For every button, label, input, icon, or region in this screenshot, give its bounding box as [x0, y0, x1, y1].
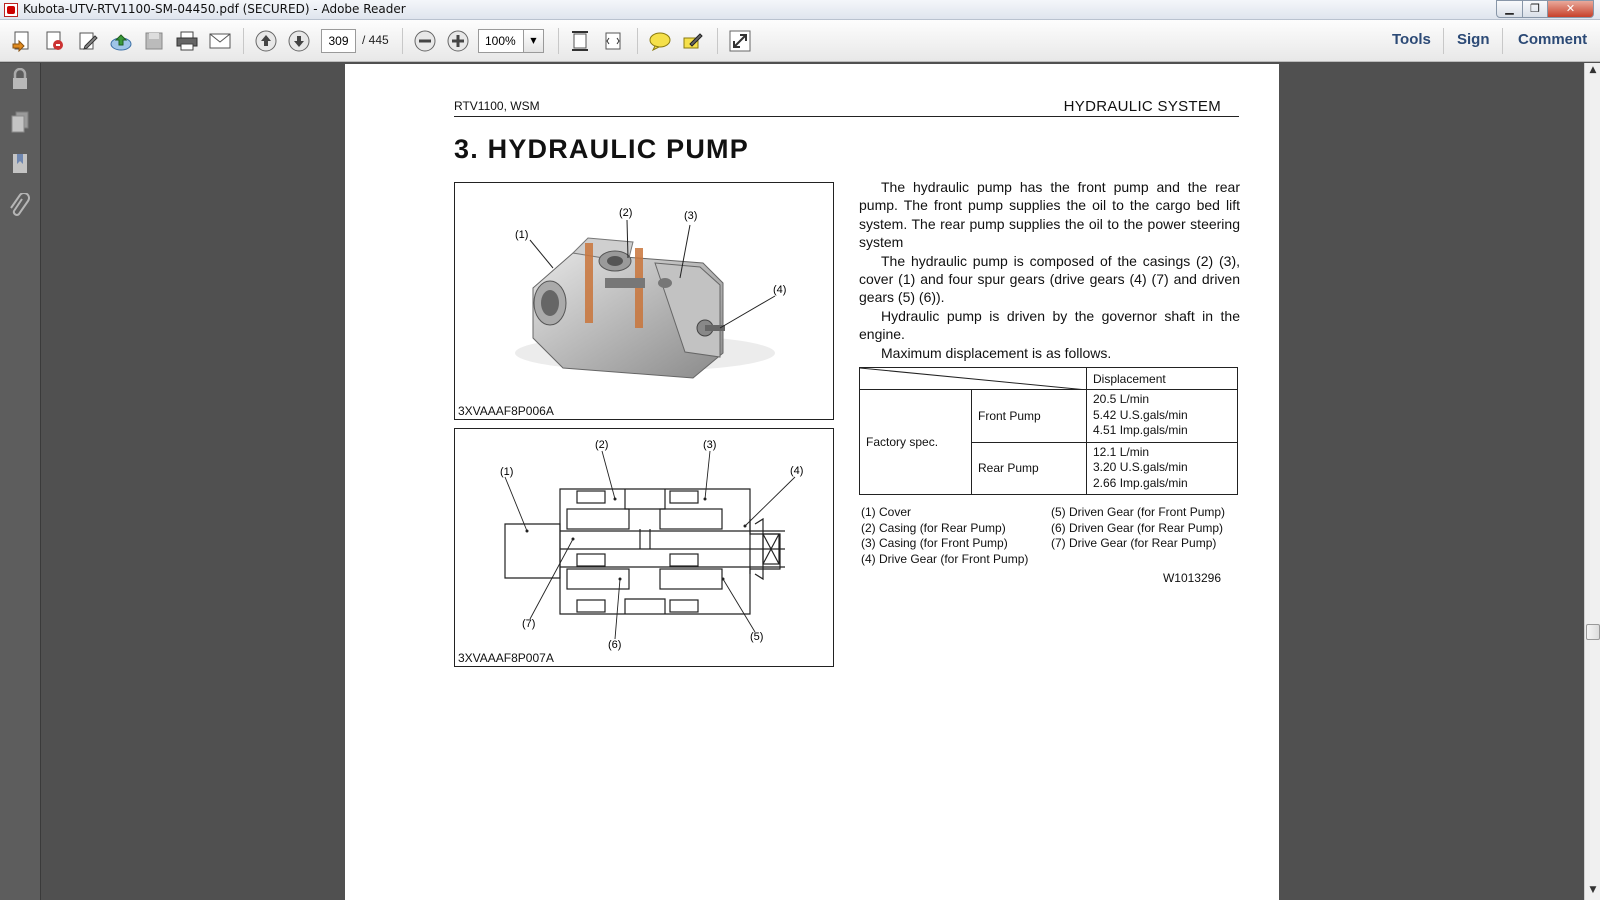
prev-page-icon[interactable] — [254, 29, 278, 53]
photo-callout-3: (3) — [684, 210, 698, 222]
save-icon[interactable] — [142, 29, 166, 53]
legend-item: (7) Drive Gear (for Rear Pump) — [1051, 536, 1217, 550]
email-icon[interactable] — [208, 29, 232, 53]
upload-icon[interactable] — [109, 29, 133, 53]
zoom-level-input[interactable]: 100% — [478, 29, 524, 53]
diagram-callout-6: (6) — [608, 639, 622, 651]
page-header-right: HYDRAULIC SYSTEM — [1063, 98, 1221, 115]
displacement-spec-table — [859, 367, 1238, 495]
section-title: 3. HYDRAULIC PUMP — [454, 134, 749, 164]
diagram-figure-code: 3XVAAAF8P007A — [458, 651, 554, 665]
comment-menu[interactable]: Comment — [1518, 31, 1588, 48]
legend-item: (4) Drive Gear (for Front Pump) — [861, 551, 1029, 566]
fit-page-icon[interactable] — [568, 29, 592, 53]
toolbar — [0, 20, 1600, 62]
table-values-rear — [1087, 442, 1238, 495]
diagram-callout-1: (1) — [500, 466, 514, 478]
diagram-callout-2: (2) — [595, 439, 609, 451]
diagram-callout-4: (4) — [790, 465, 804, 477]
description-text — [859, 178, 1240, 362]
pages-icon[interactable] — [8, 109, 32, 135]
highlight-icon[interactable] — [681, 29, 705, 53]
table-values-front — [1087, 390, 1238, 443]
scroll-up-button[interactable]: ▲ — [1589, 65, 1597, 75]
table-value: 2.66 Imp.gals/min — [1093, 475, 1188, 490]
paragraph: The hydraulic pump has the front pump and the rear pump. The front pump supplies the oil to the cargo bed lift system. The rear pump supplies the oil to the power steering system — [859, 179, 1240, 251]
table-pump-front: Front Pump — [972, 390, 1087, 443]
photo-callout-1: (1) — [515, 229, 529, 241]
table-value: 5.42 U.S.gals/min — [1093, 407, 1188, 422]
document-page — [345, 64, 1279, 900]
table-value: 20.5 L/min — [1093, 392, 1150, 406]
legend-item: (2) Casing (for Rear Pump) — [861, 520, 1006, 535]
legend-item: (6) Driven Gear (for Rear Pump) — [1051, 520, 1224, 535]
legend-item: (3) Casing (for Front Pump) — [861, 536, 1008, 550]
print-icon[interactable] — [175, 29, 199, 53]
toolbar-separator — [558, 28, 559, 54]
next-page-icon[interactable] — [287, 29, 311, 53]
paragraph: Maximum displacement is as follows. — [881, 344, 1112, 361]
legend-item: (1) Cover — [861, 505, 912, 519]
tools-menu[interactable]: Tools — [1392, 31, 1431, 48]
legend-column-right — [1051, 505, 1225, 552]
zoom-in-icon[interactable] — [446, 29, 470, 53]
edit-icon[interactable] — [76, 29, 100, 53]
diagram-callout-3: (3) — [703, 439, 717, 451]
table-value: 3.20 U.S.gals/min — [1093, 460, 1188, 474]
table-header-displacement: Displacement — [1087, 368, 1238, 390]
menu-separator — [1443, 28, 1444, 54]
table-value: 4.51 Imp.gals/min — [1093, 423, 1188, 437]
lock-icon[interactable] — [8, 67, 32, 93]
toolbar-separator — [717, 28, 718, 54]
sign-menu[interactable]: Sign — [1457, 31, 1490, 48]
create-pdf-icon[interactable] — [10, 29, 34, 53]
pump-section-figure — [454, 428, 834, 667]
photo-figure-code: 3XVAAAF8P006A — [458, 404, 554, 418]
adobe-reader-icon — [4, 3, 18, 17]
convert-icon[interactable] — [42, 29, 66, 53]
diagram-callout-5: (5) — [750, 631, 764, 643]
scroll-down-button[interactable]: ▼ — [1589, 885, 1597, 895]
sticky-note-icon[interactable] — [648, 29, 672, 53]
bookmarks-icon[interactable] — [8, 151, 32, 177]
diagram-callout-7: (7) — [522, 618, 536, 630]
zoom-dropdown-button[interactable]: ▼ — [523, 29, 544, 53]
attachments-icon[interactable] — [8, 193, 32, 219]
pump-photo-figure — [454, 182, 834, 420]
photo-callout-4: (4) — [773, 284, 787, 296]
toolbar-separator — [402, 28, 403, 54]
vertical-scrollbar[interactable] — [1584, 63, 1600, 900]
legend-column-left — [861, 505, 1028, 567]
legend-item: (5) Driven Gear (for Front Pump) — [1051, 505, 1226, 519]
pump-section-diagram — [455, 429, 833, 651]
table-pump-rear: Rear Pump — [972, 442, 1087, 495]
page-total: / 445 — [362, 33, 389, 47]
close-button[interactable]: ✕ — [1547, 0, 1594, 18]
table-corner-cell — [860, 368, 1087, 390]
zoom-out-icon[interactable] — [413, 29, 437, 53]
navigation-pane — [0, 63, 41, 900]
photo-callout-2: (2) — [619, 207, 633, 219]
paragraph: The hydraulic pump is composed of the casings (2) (3), cover (1) and four spur gears (drive gears (4) (7) and driven gears (5) (6)). — [859, 252, 1240, 306]
page-number-input[interactable]: 309 — [321, 29, 356, 53]
pump-photo-illustration — [455, 183, 833, 403]
reference-code: W1013296 — [1162, 571, 1221, 585]
toolbar-separator — [243, 28, 244, 54]
fit-width-icon[interactable] — [601, 29, 625, 53]
page-header-left: RTV1100, WSM — [454, 99, 540, 113]
title-bar — [0, 0, 1600, 20]
table-row-label: Factory spec. — [860, 390, 972, 495]
expand-icon[interactable] — [728, 29, 752, 53]
maximize-button[interactable]: ❐ — [1522, 0, 1548, 18]
minimize-button[interactable]: ▁ — [1496, 0, 1523, 18]
header-rule — [454, 116, 1239, 117]
menu-separator — [1502, 28, 1503, 54]
toolbar-separator — [637, 28, 638, 54]
paragraph: Hydraulic pump is driven by the governor shaft in the engine. — [859, 307, 1240, 343]
table-value: 12.1 L/min — [1093, 444, 1150, 459]
window-title: Kubota-UTV-RTV1100-SM-04450.pdf (SECURED) - Adobe Reader — [23, 2, 406, 16]
scrollbar-thumb[interactable] — [1586, 624, 1600, 640]
